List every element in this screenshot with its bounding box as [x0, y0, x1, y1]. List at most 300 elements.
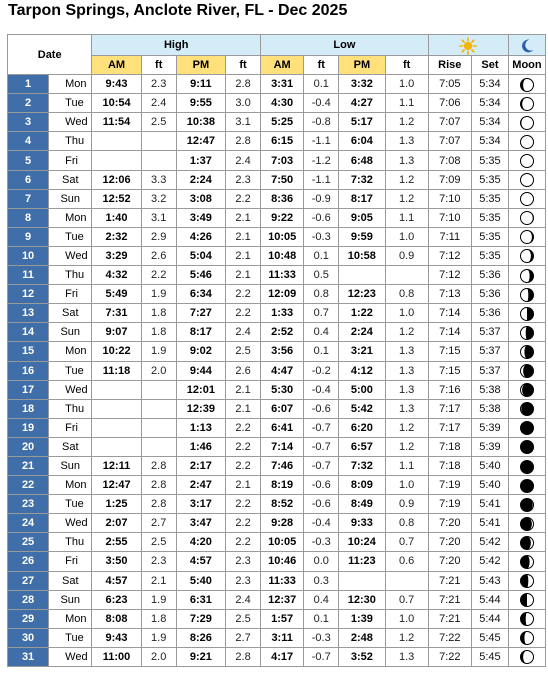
high-pm-height: 2.8 — [226, 132, 261, 151]
low-pm-time: 9:33 — [339, 514, 385, 533]
high-pm-height: 2.1 — [226, 208, 261, 227]
table-row — [8, 227, 546, 246]
sunrise-time: 7:21 — [428, 609, 471, 628]
low-am-time: 5:30 — [261, 380, 304, 399]
moon-phase-icon — [519, 535, 535, 551]
moon-phase-cell — [508, 495, 545, 514]
sunrise-time: 7:17 — [428, 399, 471, 418]
high-pm-height: 2.4 — [226, 323, 261, 342]
low-pm-height: 0.8 — [385, 285, 428, 304]
high-pm-time: 12:39 — [176, 399, 225, 418]
low-am-height: 0.1 — [304, 246, 339, 265]
high-pm-time: 12:47 — [176, 132, 225, 151]
high-pm-height: 2.4 — [226, 151, 261, 170]
sunset-time: 5:35 — [471, 208, 508, 227]
table-row — [8, 437, 546, 456]
day-of-week: Mon — [49, 476, 92, 495]
low-pm-height: 1.1 — [385, 456, 428, 475]
sunrise-time: 7:21 — [428, 590, 471, 609]
low-am-height: -0.9 — [304, 189, 339, 208]
sun-header — [428, 35, 508, 56]
high-pm-height: 2.2 — [226, 418, 261, 437]
low-am-time: 4:47 — [261, 361, 304, 380]
low-header: Low — [261, 35, 429, 56]
low-am-time: 6:07 — [261, 399, 304, 418]
high-am-height: 2.7 — [141, 514, 176, 533]
low-pm-height: 0.7 — [385, 533, 428, 552]
high-am-height: 2.5 — [141, 113, 176, 132]
low-am-height: 0.1 — [304, 342, 339, 361]
high-am-height: 1.9 — [141, 628, 176, 647]
table-row — [8, 75, 546, 94]
day-number: 17 — [8, 380, 49, 399]
low-am-time: 6:41 — [261, 418, 304, 437]
sunset-time: 5:40 — [471, 456, 508, 475]
high-pm-height: 2.2 — [226, 437, 261, 456]
high-pm-height: 2.1 — [226, 380, 261, 399]
low-am-time: 8:19 — [261, 476, 304, 495]
sunset-time: 5:35 — [471, 151, 508, 170]
moon-phase-icon — [519, 268, 535, 284]
high-pm-height: 2.1 — [226, 246, 261, 265]
low-pm-time: 7:32 — [339, 456, 385, 475]
high-am-height — [141, 132, 176, 151]
low-pm-time: 2:24 — [339, 323, 385, 342]
day-number: 30 — [8, 628, 49, 647]
moon-phase-icon — [519, 96, 535, 112]
high-am-height: 3.3 — [141, 170, 176, 189]
moon-phase-icon — [519, 287, 535, 303]
high-am-header: AM — [92, 56, 141, 75]
high-pm-time: 10:38 — [176, 113, 225, 132]
low-am-height: 0.0 — [304, 552, 339, 571]
day-number: 14 — [8, 323, 49, 342]
sunset-time: 5:36 — [471, 285, 508, 304]
high-pm-time: 8:26 — [176, 628, 225, 647]
high-am-height: 2.9 — [141, 227, 176, 246]
sunrise-time: 7:20 — [428, 533, 471, 552]
moon-phase-cell — [508, 227, 545, 246]
high-am-ft-header: ft — [141, 56, 176, 75]
low-am-height: 0.5 — [304, 266, 339, 285]
high-pm-height: 2.4 — [226, 590, 261, 609]
low-am-height: -0.4 — [304, 380, 339, 399]
sunset-time: 5:34 — [471, 94, 508, 113]
table-row — [8, 151, 546, 170]
moon-phase-icon — [519, 363, 535, 379]
high-pm-time: 9:11 — [176, 75, 225, 94]
high-am-height: 1.8 — [141, 304, 176, 323]
low-am-height: 0.7 — [304, 304, 339, 323]
moon-phase-cell — [508, 170, 545, 189]
sunrise-time: 7:17 — [428, 418, 471, 437]
day-of-week: Fri — [49, 418, 92, 437]
day-number: 18 — [8, 399, 49, 418]
low-am-height: 0.1 — [304, 75, 339, 94]
table-row — [8, 590, 546, 609]
low-pm-time: 10:58 — [339, 246, 385, 265]
low-am-height: -1.1 — [304, 132, 339, 151]
moon-phase-icon — [519, 248, 535, 264]
day-number: 7 — [8, 189, 49, 208]
moon-phase-icon — [519, 459, 535, 475]
sunset-time: 5:38 — [471, 399, 508, 418]
low-pm-height: 1.3 — [385, 647, 428, 666]
low-pm-height: 0.7 — [385, 590, 428, 609]
table-row — [8, 170, 546, 189]
day-of-week: Thu — [49, 533, 92, 552]
high-pm-time: 5:46 — [176, 266, 225, 285]
low-am-time: 10:05 — [261, 533, 304, 552]
low-pm-height: 0.9 — [385, 495, 428, 514]
moon-phase-icon — [519, 439, 535, 455]
moon-phase-cell — [508, 609, 545, 628]
moon-phase-icon — [519, 649, 535, 665]
low-pm-height: 1.2 — [385, 323, 428, 342]
table-row — [8, 285, 546, 304]
high-am-time — [92, 151, 141, 170]
moon-phase-cell — [508, 75, 545, 94]
low-pm-time: 4:27 — [339, 94, 385, 113]
low-pm-time: 2:48 — [339, 628, 385, 647]
sunset-time: 5:36 — [471, 304, 508, 323]
day-of-week: Sat — [49, 571, 92, 590]
low-pm-height: 1.0 — [385, 609, 428, 628]
sunset-time: 5:35 — [471, 189, 508, 208]
high-am-height — [141, 151, 176, 170]
sunrise-time: 7:22 — [428, 647, 471, 666]
day-of-week: Mon — [49, 609, 92, 628]
low-pm-time — [339, 266, 385, 285]
sunrise-time: 7:10 — [428, 189, 471, 208]
day-of-week: Thu — [49, 132, 92, 151]
moon-phase-cell — [508, 132, 545, 151]
moon-phase-icon — [519, 325, 535, 341]
table-row — [8, 361, 546, 380]
sunrise-time: 7:20 — [428, 514, 471, 533]
day-number: 20 — [8, 437, 49, 456]
high-am-time: 12:52 — [92, 189, 141, 208]
low-pm-time: 6:57 — [339, 437, 385, 456]
low-am-height: -0.3 — [304, 533, 339, 552]
low-pm-height: 1.3 — [385, 399, 428, 418]
high-pm-height: 2.8 — [226, 75, 261, 94]
high-am-time: 10:54 — [92, 94, 141, 113]
low-am-height: -0.7 — [304, 456, 339, 475]
day-number: 5 — [8, 151, 49, 170]
high-am-height: 2.3 — [141, 75, 176, 94]
day-of-week: Sat — [49, 170, 92, 189]
moon-phase-cell — [508, 590, 545, 609]
low-am-height: -0.2 — [304, 361, 339, 380]
low-am-height: -0.4 — [304, 514, 339, 533]
moon-phase-cell — [508, 189, 545, 208]
high-pm-height: 3.1 — [226, 113, 261, 132]
low-pm-height: 1.1 — [385, 94, 428, 113]
low-am-time: 7:46 — [261, 456, 304, 475]
moon-phase-icon — [519, 229, 535, 245]
high-pm-time: 3:08 — [176, 189, 225, 208]
high-am-time: 4:32 — [92, 266, 141, 285]
low-pm-height: 1.2 — [385, 437, 428, 456]
low-am-header: AM — [261, 56, 304, 75]
moon-phase-cell — [508, 399, 545, 418]
high-am-height: 2.8 — [141, 495, 176, 514]
high-pm-time: 1:46 — [176, 437, 225, 456]
sunset-time: 5:42 — [471, 552, 508, 571]
low-pm-time: 8:17 — [339, 189, 385, 208]
low-am-height: -0.7 — [304, 418, 339, 437]
sunrise-time: 7:12 — [428, 266, 471, 285]
table-row — [8, 628, 546, 647]
moon-phase-cell — [508, 285, 545, 304]
high-pm-time: 5:40 — [176, 571, 225, 590]
high-am-time: 2:55 — [92, 533, 141, 552]
high-am-time: 2:32 — [92, 227, 141, 246]
high-pm-time: 3:47 — [176, 514, 225, 533]
day-number: 22 — [8, 476, 49, 495]
low-pm-time: 5:17 — [339, 113, 385, 132]
day-number: 26 — [8, 552, 49, 571]
moon-phase-cell — [508, 304, 545, 323]
low-am-height: -0.4 — [304, 94, 339, 113]
high-pm-height: 2.2 — [226, 189, 261, 208]
high-pm-time: 8:17 — [176, 323, 225, 342]
day-number: 15 — [8, 342, 49, 361]
sunset-time: 5:35 — [471, 246, 508, 265]
sunrise-time: 7:21 — [428, 571, 471, 590]
low-pm-time: 12:30 — [339, 590, 385, 609]
low-am-height: -0.6 — [304, 495, 339, 514]
high-am-time: 4:57 — [92, 571, 141, 590]
moon-phase-icon — [519, 478, 535, 494]
day-of-week: Mon — [49, 75, 92, 94]
high-pm-height: 2.2 — [226, 495, 261, 514]
high-pm-time: 1:37 — [176, 151, 225, 170]
table-row — [8, 342, 546, 361]
day-number: 16 — [8, 361, 49, 380]
low-pm-time: 1:22 — [339, 304, 385, 323]
table-row — [8, 609, 546, 628]
sunset-time: 5:42 — [471, 533, 508, 552]
high-pm-time: 9:55 — [176, 94, 225, 113]
low-pm-height: 0.9 — [385, 246, 428, 265]
low-pm-height: 0.6 — [385, 552, 428, 571]
high-pm-time: 7:27 — [176, 304, 225, 323]
moon-phase-icon — [519, 344, 535, 360]
moon-phase-icon — [519, 420, 535, 436]
moon-phase-icon — [519, 191, 535, 207]
day-number: 3 — [8, 113, 49, 132]
table-row — [8, 323, 546, 342]
day-number: 28 — [8, 590, 49, 609]
high-am-height: 2.8 — [141, 476, 176, 495]
sunset-time: 5:45 — [471, 647, 508, 666]
table-row — [8, 647, 546, 666]
sunset-time: 5:37 — [471, 361, 508, 380]
low-am-time: 8:52 — [261, 495, 304, 514]
sunset-time: 5:45 — [471, 628, 508, 647]
low-pm-height: 1.1 — [385, 208, 428, 227]
day-of-week: Mon — [49, 208, 92, 227]
sunrise-time: 7:12 — [428, 246, 471, 265]
low-pm-time — [339, 571, 385, 590]
low-pm-time: 6:48 — [339, 151, 385, 170]
sunset-time: 5:44 — [471, 590, 508, 609]
high-am-height: 2.1 — [141, 571, 176, 590]
high-am-time — [92, 399, 141, 418]
moon-phase-icon — [519, 592, 535, 608]
sunrise-time: 7:06 — [428, 94, 471, 113]
page-title: Tarpon Springs, Anclote River, FL - Dec 2025 — [8, 2, 348, 19]
high-pm-height: 2.5 — [226, 342, 261, 361]
sunset-time: 5:39 — [471, 418, 508, 437]
low-pm-time: 8:09 — [339, 476, 385, 495]
high-am-time: 9:07 — [92, 323, 141, 342]
day-of-week: Thu — [49, 266, 92, 285]
low-pm-height: 1.2 — [385, 628, 428, 647]
high-am-height: 2.5 — [141, 533, 176, 552]
table-row — [8, 304, 546, 323]
high-am-time: 12:47 — [92, 476, 141, 495]
high-am-height: 2.0 — [141, 361, 176, 380]
high-am-time: 10:22 — [92, 342, 141, 361]
high-pm-height: 2.5 — [226, 609, 261, 628]
day-number: 24 — [8, 514, 49, 533]
day-of-week: Fri — [49, 285, 92, 304]
low-pm-height: 1.0 — [385, 304, 428, 323]
moon-phase-icon — [519, 382, 535, 398]
high-pm-time: 6:34 — [176, 285, 225, 304]
table-row — [8, 246, 546, 265]
sunset-time: 5:35 — [471, 170, 508, 189]
table-row — [8, 132, 546, 151]
low-pm-height: 1.0 — [385, 476, 428, 495]
high-pm-time: 4:26 — [176, 227, 225, 246]
moon-phase-cell — [508, 628, 545, 647]
moon-phase-cell — [508, 113, 545, 132]
sunrise-time: 7:20 — [428, 552, 471, 571]
low-am-time: 2:52 — [261, 323, 304, 342]
low-am-time: 3:31 — [261, 75, 304, 94]
low-am-time: 4:30 — [261, 94, 304, 113]
low-pm-time: 11:23 — [339, 552, 385, 571]
day-number: 23 — [8, 495, 49, 514]
high-am-time — [92, 437, 141, 456]
high-am-time: 12:11 — [92, 456, 141, 475]
low-am-time: 1:33 — [261, 304, 304, 323]
sunrise-time: 7:14 — [428, 323, 471, 342]
sunrise-time: 7:13 — [428, 285, 471, 304]
high-pm-time: 2:17 — [176, 456, 225, 475]
day-of-week: Wed — [49, 514, 92, 533]
moon-phase-icon — [519, 306, 535, 322]
day-of-week: Sun — [49, 456, 92, 475]
moon-phase-icon — [519, 134, 535, 150]
moon-phase-cell — [508, 571, 545, 590]
high-am-height: 2.8 — [141, 456, 176, 475]
moon-header — [508, 35, 545, 56]
low-pm-time: 3:52 — [339, 647, 385, 666]
sunset-time: 5:38 — [471, 380, 508, 399]
high-am-time — [92, 132, 141, 151]
moon-phase-cell — [508, 514, 545, 533]
high-am-height: 3.1 — [141, 208, 176, 227]
sunrise-time: 7:18 — [428, 456, 471, 475]
low-pm-height: 1.3 — [385, 380, 428, 399]
day-of-week: Fri — [49, 552, 92, 571]
sunset-time: 5:44 — [471, 609, 508, 628]
table-row — [8, 208, 546, 227]
high-pm-time: 5:04 — [176, 246, 225, 265]
sunrise-time: 7:15 — [428, 361, 471, 380]
low-am-time: 3:56 — [261, 342, 304, 361]
high-am-time: 12:06 — [92, 170, 141, 189]
day-number: 27 — [8, 571, 49, 590]
moon-phase-cell — [508, 208, 545, 227]
moon-phase-icon — [519, 401, 535, 417]
high-pm-height: 2.2 — [226, 304, 261, 323]
low-am-height: -0.8 — [304, 113, 339, 132]
high-am-height: 2.4 — [141, 94, 176, 113]
low-pm-time: 5:00 — [339, 380, 385, 399]
low-am-time: 8:36 — [261, 189, 304, 208]
low-am-time: 12:37 — [261, 590, 304, 609]
high-pm-time: 7:29 — [176, 609, 225, 628]
sunrise-time: 7:22 — [428, 628, 471, 647]
day-of-week: Tue — [49, 628, 92, 647]
sunrise-time: 7:07 — [428, 113, 471, 132]
low-am-height: -1.2 — [304, 151, 339, 170]
high-header: High — [92, 35, 261, 56]
high-pm-height: 2.2 — [226, 514, 261, 533]
high-pm-height: 2.2 — [226, 285, 261, 304]
moon-phase-icon — [519, 153, 535, 169]
moon-phase-cell — [508, 151, 545, 170]
low-pm-ft-header: ft — [385, 56, 428, 75]
low-am-time: 9:22 — [261, 208, 304, 227]
low-am-time: 12:09 — [261, 285, 304, 304]
moon-phase-icon — [519, 115, 535, 131]
sunrise-time: 7:18 — [428, 437, 471, 456]
high-pm-header: PM — [176, 56, 225, 75]
high-am-height: 3.2 — [141, 189, 176, 208]
day-number: 21 — [8, 456, 49, 475]
sunrise-time: 7:10 — [428, 208, 471, 227]
low-am-ft-header: ft — [304, 56, 339, 75]
low-am-time: 4:17 — [261, 647, 304, 666]
day-of-week: Tue — [49, 361, 92, 380]
day-number: 8 — [8, 208, 49, 227]
low-am-height: -0.6 — [304, 476, 339, 495]
low-pm-height: 1.3 — [385, 361, 428, 380]
high-am-time: 11:18 — [92, 361, 141, 380]
day-of-week: Thu — [49, 399, 92, 418]
high-pm-height: 3.0 — [226, 94, 261, 113]
day-of-week: Tue — [49, 94, 92, 113]
high-pm-height: 2.2 — [226, 533, 261, 552]
low-am-time: 9:28 — [261, 514, 304, 533]
low-am-height: -1.1 — [304, 170, 339, 189]
low-am-time: 3:11 — [261, 628, 304, 647]
day-of-week: Wed — [49, 113, 92, 132]
high-pm-height: 2.6 — [226, 361, 261, 380]
sunset-time: 5:36 — [471, 266, 508, 285]
low-am-height: 0.8 — [304, 285, 339, 304]
sunrise-time: 7:11 — [428, 227, 471, 246]
low-pm-height: 1.0 — [385, 75, 428, 94]
moon-phase-icon — [519, 630, 535, 646]
